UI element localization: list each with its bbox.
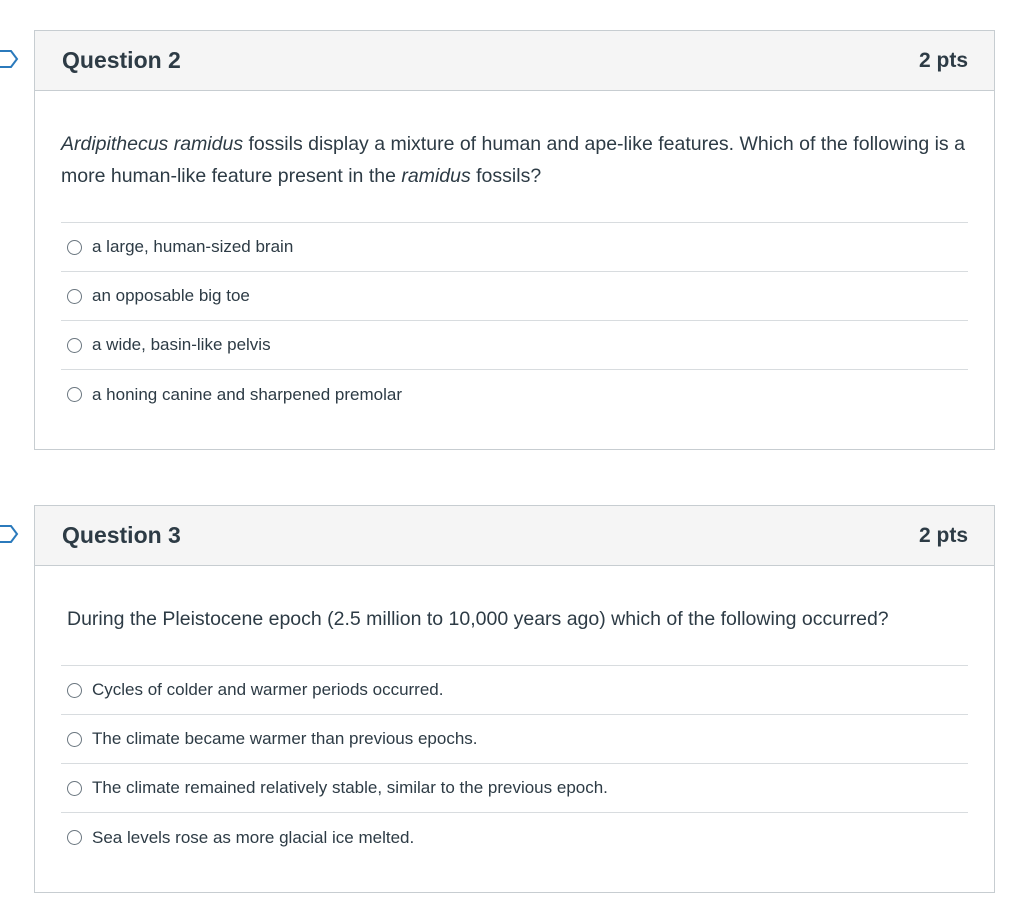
answer-label: a wide, basin-like pelvis — [92, 335, 271, 354]
answer-option[interactable] — [61, 223, 968, 272]
flag-question-icon[interactable] — [0, 49, 20, 69]
answer-option[interactable] — [61, 764, 968, 813]
answer-option[interactable] — [61, 666, 968, 715]
answer-option[interactable] — [61, 813, 968, 862]
question-body — [35, 566, 994, 862]
question-points: 2 pts — [918, 523, 968, 547]
question-body — [35, 91, 994, 419]
answer-label: The climate became warmer than previous epochs. — [92, 729, 478, 748]
answer-option[interactable] — [61, 715, 968, 764]
radio-button[interactable] — [67, 387, 82, 402]
question-title: Question 3 — [62, 522, 181, 548]
answer-list — [61, 222, 968, 419]
answer-option[interactable] — [61, 321, 968, 370]
radio-button[interactable] — [67, 289, 82, 304]
answer-option[interactable] — [61, 272, 968, 321]
answer-label: Cycles of colder and warmer periods occurred. — [92, 680, 444, 699]
radio-button[interactable] — [67, 830, 82, 845]
radio-button[interactable] — [67, 732, 82, 747]
question-card — [34, 505, 995, 893]
question-title: Question 2 — [62, 47, 181, 73]
question-points: 2 pts — [918, 48, 968, 72]
answer-label: a honing canine and sharpened premolar — [92, 384, 403, 404]
radio-button[interactable] — [67, 683, 82, 698]
question-text-plain: fossils? — [470, 165, 542, 187]
answer-label: Sea levels rose as more glacial ice melted. — [92, 827, 415, 847]
answer-list — [61, 665, 968, 862]
radio-button[interactable] — [67, 781, 82, 796]
question-header — [35, 506, 994, 566]
answer-label: a large, human-sized brain — [92, 237, 294, 256]
flag-question-icon[interactable] — [0, 524, 20, 544]
question-text-italic: Ardipithecus ramidus — [61, 133, 244, 155]
question-header — [35, 31, 994, 91]
answer-label: an opposable big toe — [92, 286, 250, 305]
question-text-plain: fossils display a mixture of human and ape-like features. Which of the following is a more human-like feature present in the — [61, 133, 965, 187]
radio-button[interactable] — [67, 338, 82, 353]
question-text: During the Pleistocene epoch (2.5 million to 10,000 years ago) which of the following occurred? — [67, 608, 889, 630]
question-text-italic: ramidus — [401, 165, 471, 187]
answer-label: The climate remained relatively stable, similar to the previous epoch. — [92, 778, 608, 797]
answer-option[interactable] — [61, 370, 968, 419]
question-text — [61, 91, 968, 222]
radio-button[interactable] — [67, 240, 82, 255]
question-card — [34, 30, 995, 450]
